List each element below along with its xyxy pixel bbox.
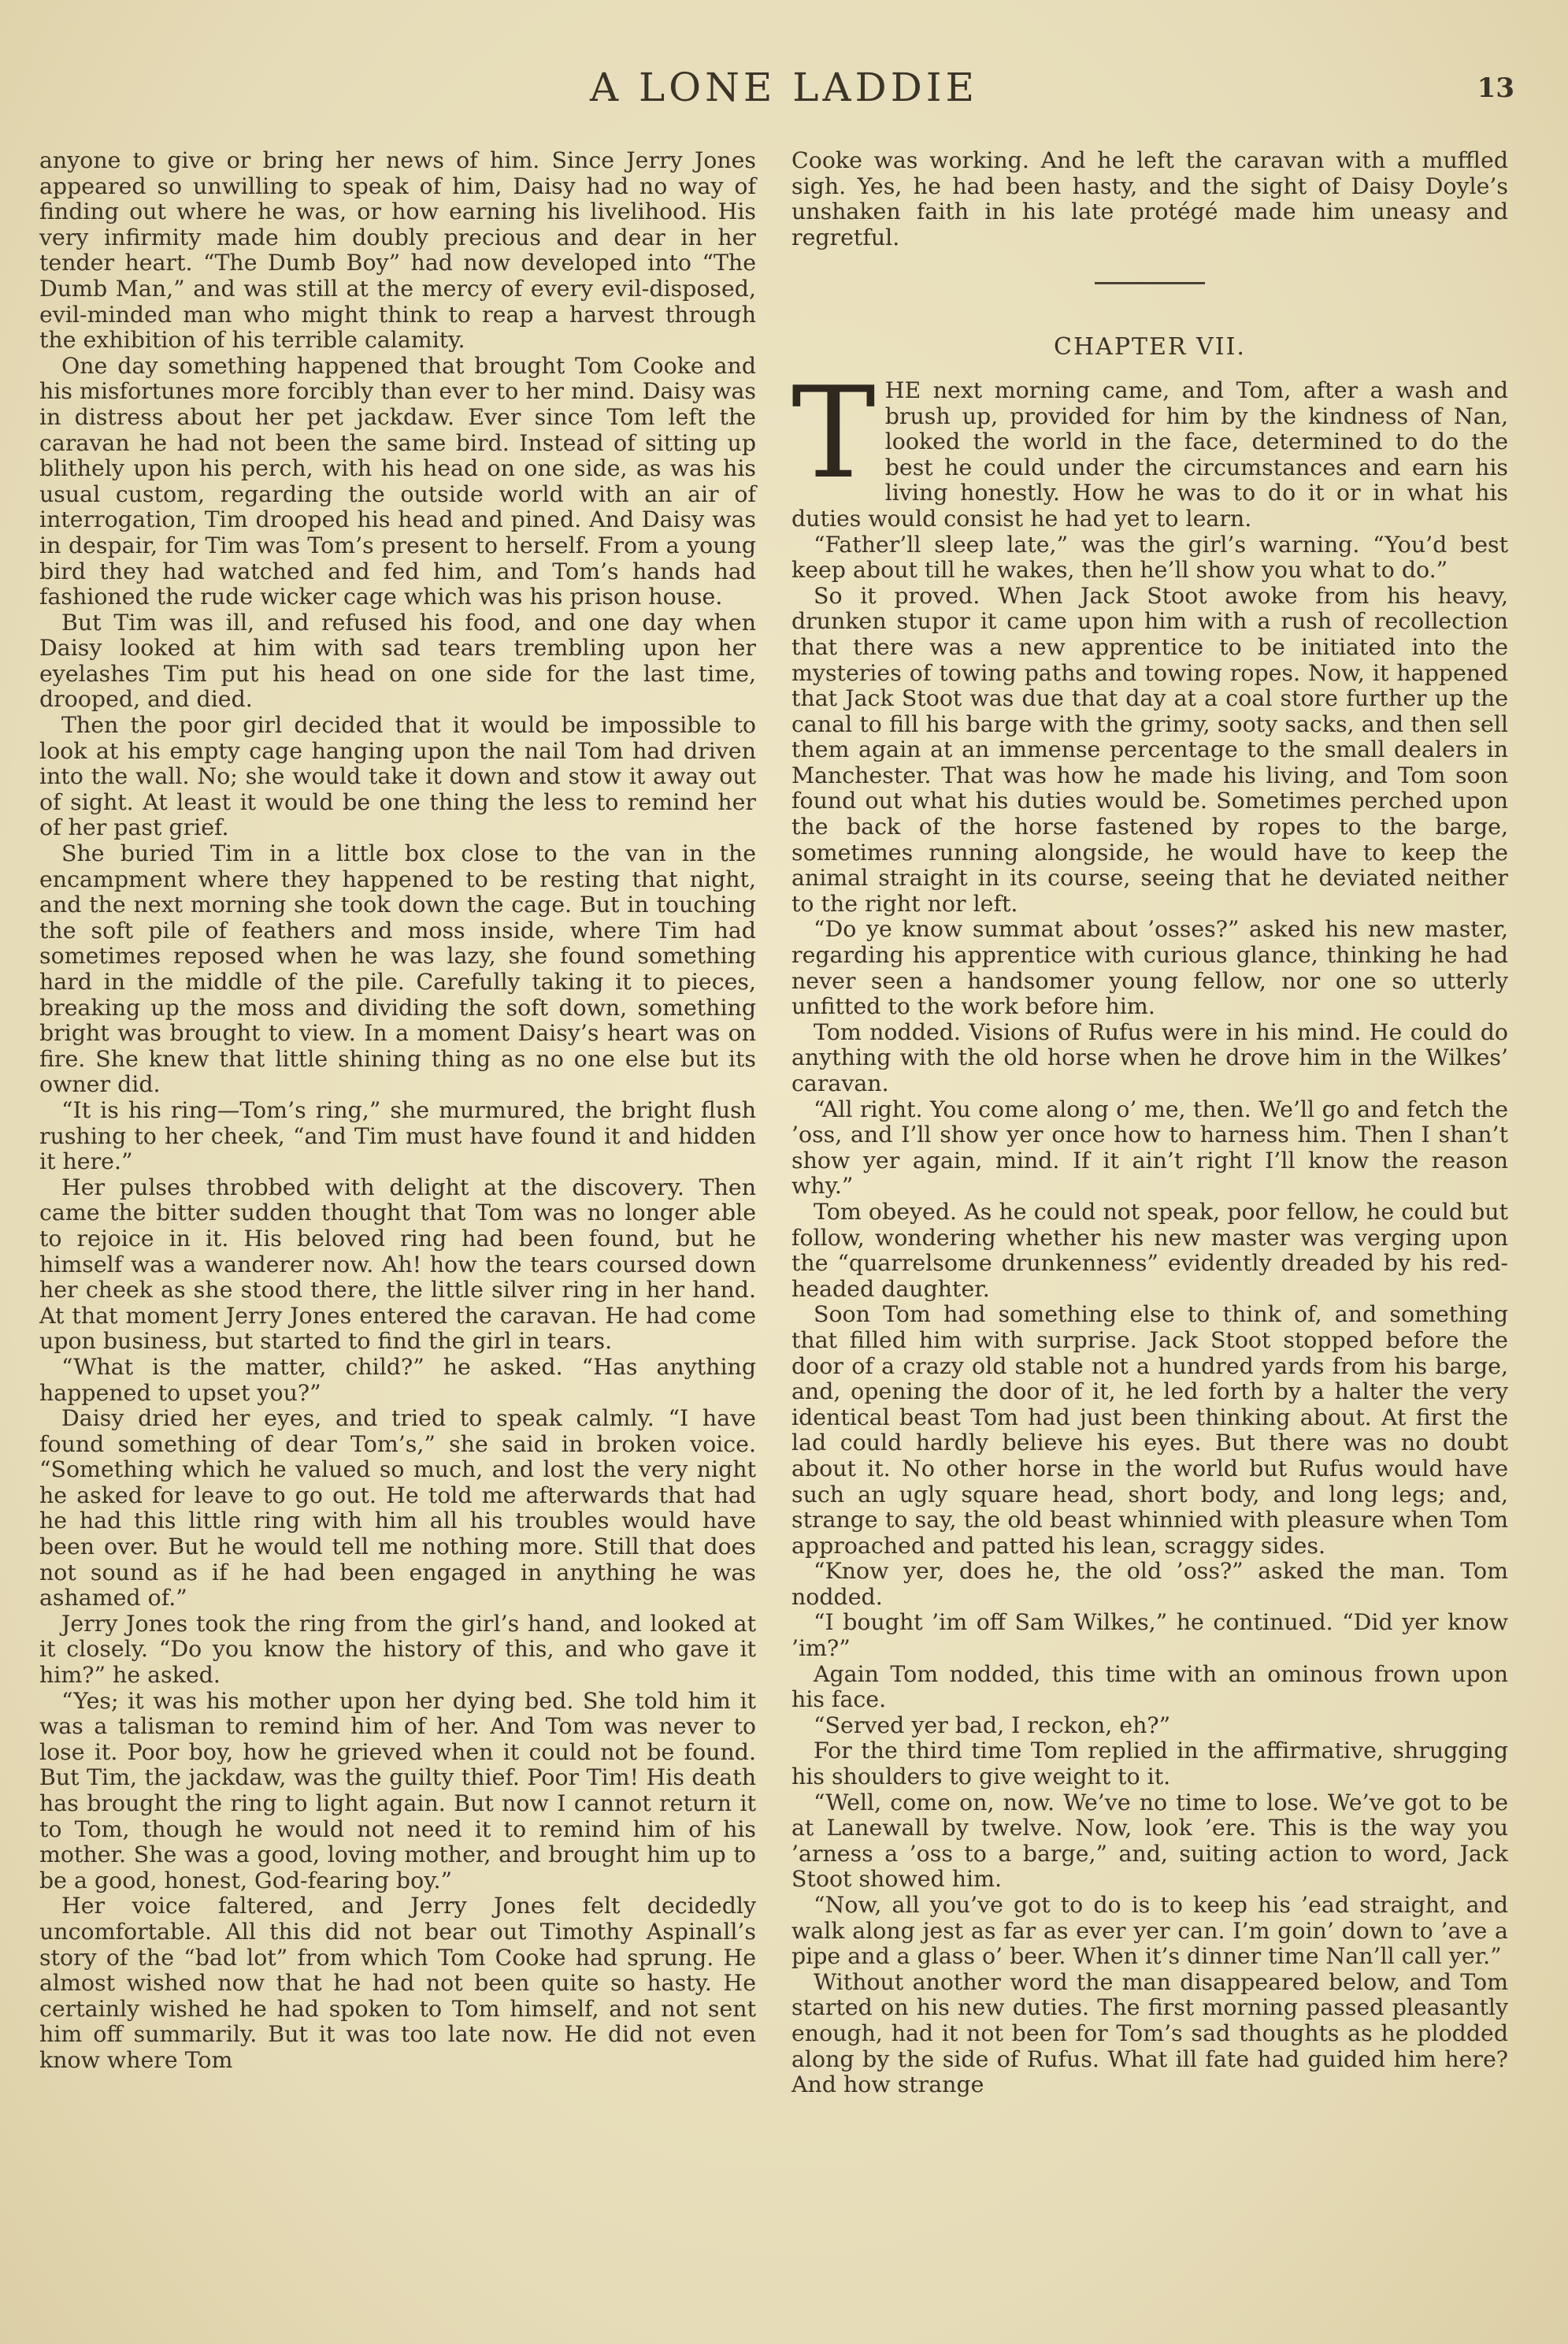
paragraph: “Father’ll sleep late,” was the girl’s warning. “You’d best keep about till he wakes, then he’ll show you what to do.” — [791, 531, 1508, 584]
running-title: A LONE LADDIE — [589, 65, 979, 110]
opening-text: HE next morning came, and Tom, after a wash and brush up, provided for him by the kindness of Nan, looked the world in the face, determined to do the best he could under the circumstances and earn his living honestly. How he was to do it or in what his duties would consist he had yet to learn. — [791, 376, 1508, 532]
paragraph: Jerry Jones took the ring from the girl’s hand, and looked at it closely. “Do you know the history of this, and who gave it him?” he asked. — [39, 1610, 756, 1689]
paragraph: Then the poor girl decided that it would be impossible to look at his empty cage hanging upon the nail Tom had driven into the wall. No; she would take it down and stow it away out of sight. At least it would be one thing the less to remind her of her past grief. — [39, 712, 756, 841]
paragraph: anyone to give or bring her news of him. Since Jerry Jones appeared so unwilling to speak of him, Daisy had no way of finding out where he was, or how earning his livelihood. His very infirmity made him doubly precious and dear in her tender heart. “The Dumb Boy” had now developed into “The Dumb Man,” and was still at the mercy of every evil-disposed, evil-minded man who might think to reap a harvest through the exhibition of his terrible calamity. — [39, 147, 756, 354]
paragraph: “It is his ring—Tom’s ring,” she murmured, the bright flush rushing to her cheek, “and Tim must have found it and hidden it here.” — [39, 1096, 756, 1175]
paragraph: “All right. You come along o’ me, then. We’ll go and fetch the ’oss, and I’ll show yer once how to harness him. Then I shan’t show yer again, mind. If it ain’t right I’ll know the reason why.” — [791, 1096, 1508, 1200]
paragraph: Daisy dried her eyes, and tried to speak calmly. “I have found something of dear Tom’s,” she said in broken voice. “Something which he valued so much, and lost the very night he asked for leave to go out. He told me afterwards that had he had this little ring with him all his troubles would have been over. But he would tell me nothing more. Still that does not sound as if he had been engaged in anything he was ashamed of.” — [39, 1405, 756, 1612]
paragraph: Tom nodded. Visions of Rufus were in his mind. He could do anything with the old horse when he drove him in the Wilkes’ caravan. — [791, 1018, 1508, 1096]
paragraph: Without another word the man disappeared below, and Tom started on his new duties. The first morning passed pleasantly enough, had it not been for Tom’s sad thoughts as he plodded along by the side of Rufus. What ill fate had guided him here? And how strange — [791, 1968, 1508, 2098]
paragraph: Her voice faltered, and Jerry Jones felt decidedly uncomfortable. All this did not bear out Timothy Aspinall’s story of the “bad lot” from which Tom Cooke had sprung. He almost wished now that he had not been quite so hasty. He certainly wished he had spoken to Tom himself, and not sent him off summarily. But it was too late now. He did not even know where Tom — [39, 1893, 756, 2073]
paragraph: “Yes; it was his mother upon her dying bed. She told him it was a talisman to remind him of her. And Tom was never to lose it. Poor boy, how he grieved when it could not be found. But Tim, the jackdaw, was the guilty thief. Poor Tim! His death has brought the ring to light again. But now I cannot return it to Tom, though he would not need it to remind him of his mother. She was a good, loving mother, and brought him up to be a good, honest, God-fearing boy.” — [39, 1687, 756, 1893]
paragraph: Again Tom nodded, this time with an ominous frown upon his face. — [791, 1660, 1508, 1713]
paragraph: She buried Tim in a little box close to the van in the encampment where they happened to be resting that night, and the next morning she took down the cage. But in touching the soft pile of feathers and moss inside, where Tim had sometimes reposed when he was lazy, she found something hard in the middle of the pile. Carefully taking it to pieces, breaking up the moss and dividing the soft down, something bright was brought to view. In a moment Daisy’s heart was on fire. She knew that little shining thing as no one else but its owner did. — [39, 840, 756, 1098]
chapter-heading: CHAPTER VII. — [1054, 333, 1246, 362]
page-number: 13 — [1477, 72, 1514, 104]
paragraph: “Now, all you’ve got to do is to keep his ’ead straight, and walk along jest as far as ever yer can. I’m goin’ down to ’ave a pipe and a glass o’ beer. When it’s dinner time Nan’ll call yer.” — [791, 1892, 1508, 1970]
paragraph: “Do ye know summat about ’osses?” asked his new master, regarding his apprentice with curious glance, thinking he had never seen a handsomer young fellow, nor one so utterly unfitted to the work before him. — [791, 916, 1508, 1020]
paragraph: “Well, come on, now. We’ve no time to lose. We’ve got to be at Lanewall by twelve. Now, look ’ere. This is the way you ’arness a ’oss to a barge,” and, suiting action to word, Jack Stoot showed him. — [791, 1789, 1508, 1893]
paragraph: “Served yer bad, I reckon, eh?” — [814, 1712, 1171, 1738]
paragraph: But Tim was ill, and refused his food, and one day when Daisy looked at him with sad tears trembling upon her eyelashes Tim put his head on one side for the last time, drooped, and died. — [39, 609, 756, 713]
paragraph: Her pulses throbbed with delight at the discovery. Then came the bitter sudden thought that Tom was no longer able to rejoice in it. His beloved ring had been found, but he himself was a wanderer now. Ah! how the tears coursed down her cheek as she stood there, the little silver ring in her hand. At that moment Jerry Jones entered the caravan. He had come upon business, but started to find the girl in tears. — [39, 1174, 756, 1355]
paragraph: For the third time Tom replied in the affirmative, shrugging his shoulders to give weight to it. — [791, 1738, 1508, 1790]
paragraph: “I bought ’im off Sam Wilkes,” he continued. “Did yer know ’im?” — [791, 1609, 1508, 1662]
section-divider — [1095, 282, 1205, 284]
paragraph: “Know yer, does he, the old ’oss?” asked the man. Tom nodded. — [791, 1558, 1508, 1610]
paragraph: Cooke was working. And he left the caravan with a muffled sigh. Yes, he had been hasty, and the sight of Daisy Doyle’s unshaken faith in his late protégé made him uneasy and regretful. — [791, 147, 1508, 250]
paragraph: “What is the matter, child?” he asked. “Has anything happened to upset you?” — [39, 1353, 756, 1406]
paragraph: Soon Tom had something else to think of, and something that filled him with surprise. Jack Stoot stopped before the door of a crazy old stable not a hundred yards from his barge, and, opening the door of it, he led forth by a halter the very identical beast Tom had just been thinking about. At first the lad could hardly believe his eyes. But there was no doubt about it. No other horse in the world but Rufus would have such an ugly square head, short body, and long legs; and, strange to say, the old beast whinnied with pleasure when Tom approached and patted his lean, scraggy sides. — [791, 1301, 1508, 1559]
drop-cap: T — [791, 358, 876, 506]
right-column — [791, 148, 1508, 2098]
paragraph: Tom obeyed. As he could not speak, poor fellow, he could but follow, wondering whether his new master was verging upon the “quarrelsome drunkenness” evidently dreaded by his red-headed daughter. — [791, 1198, 1508, 1302]
left-column — [39, 148, 756, 2074]
paragraph: So it proved. When Jack Stoot awoke from his heavy, drunken stupor it came upon him with a rush of recollection that there was a new apprentice to be initiated into the mysteries of towing paths and towing ropes. Now, it happened that Jack Stoot was due that day at a coal store further up the canal to fill his barge with the grimy, sooty sacks, and then sell them again at an immense percentage to the small dealers in Manchester. That was how he made his living, and Tom soon found out what his duties would be. Sometimes perched upon the back of the horse fastened by ropes to the barge, sometimes running alongside, he would have to keep the animal straight in its course, seeing that he deviated neither to the right nor left. — [791, 582, 1508, 917]
paragraph: One day something happened that brought Tom Cooke and his misfortunes more forcibly than ever to her mind. Daisy was in distress about her pet jackdaw. Ever since Tom left the caravan he had not been the same bird. Instead of sitting up blithely upon his perch, with his head on one side, as was his usual custom, regarding the outside world with an air of interrogation, Tim drooped his head and pined. And Daisy was in despair, for Tim was Tom’s present to herself. From a young bird they had watched and fed him, and Tom’s hands had fashioned the rude wicker cage which was his prison house. — [39, 352, 756, 610]
chapter-opening-paragraph — [791, 358, 1508, 532]
